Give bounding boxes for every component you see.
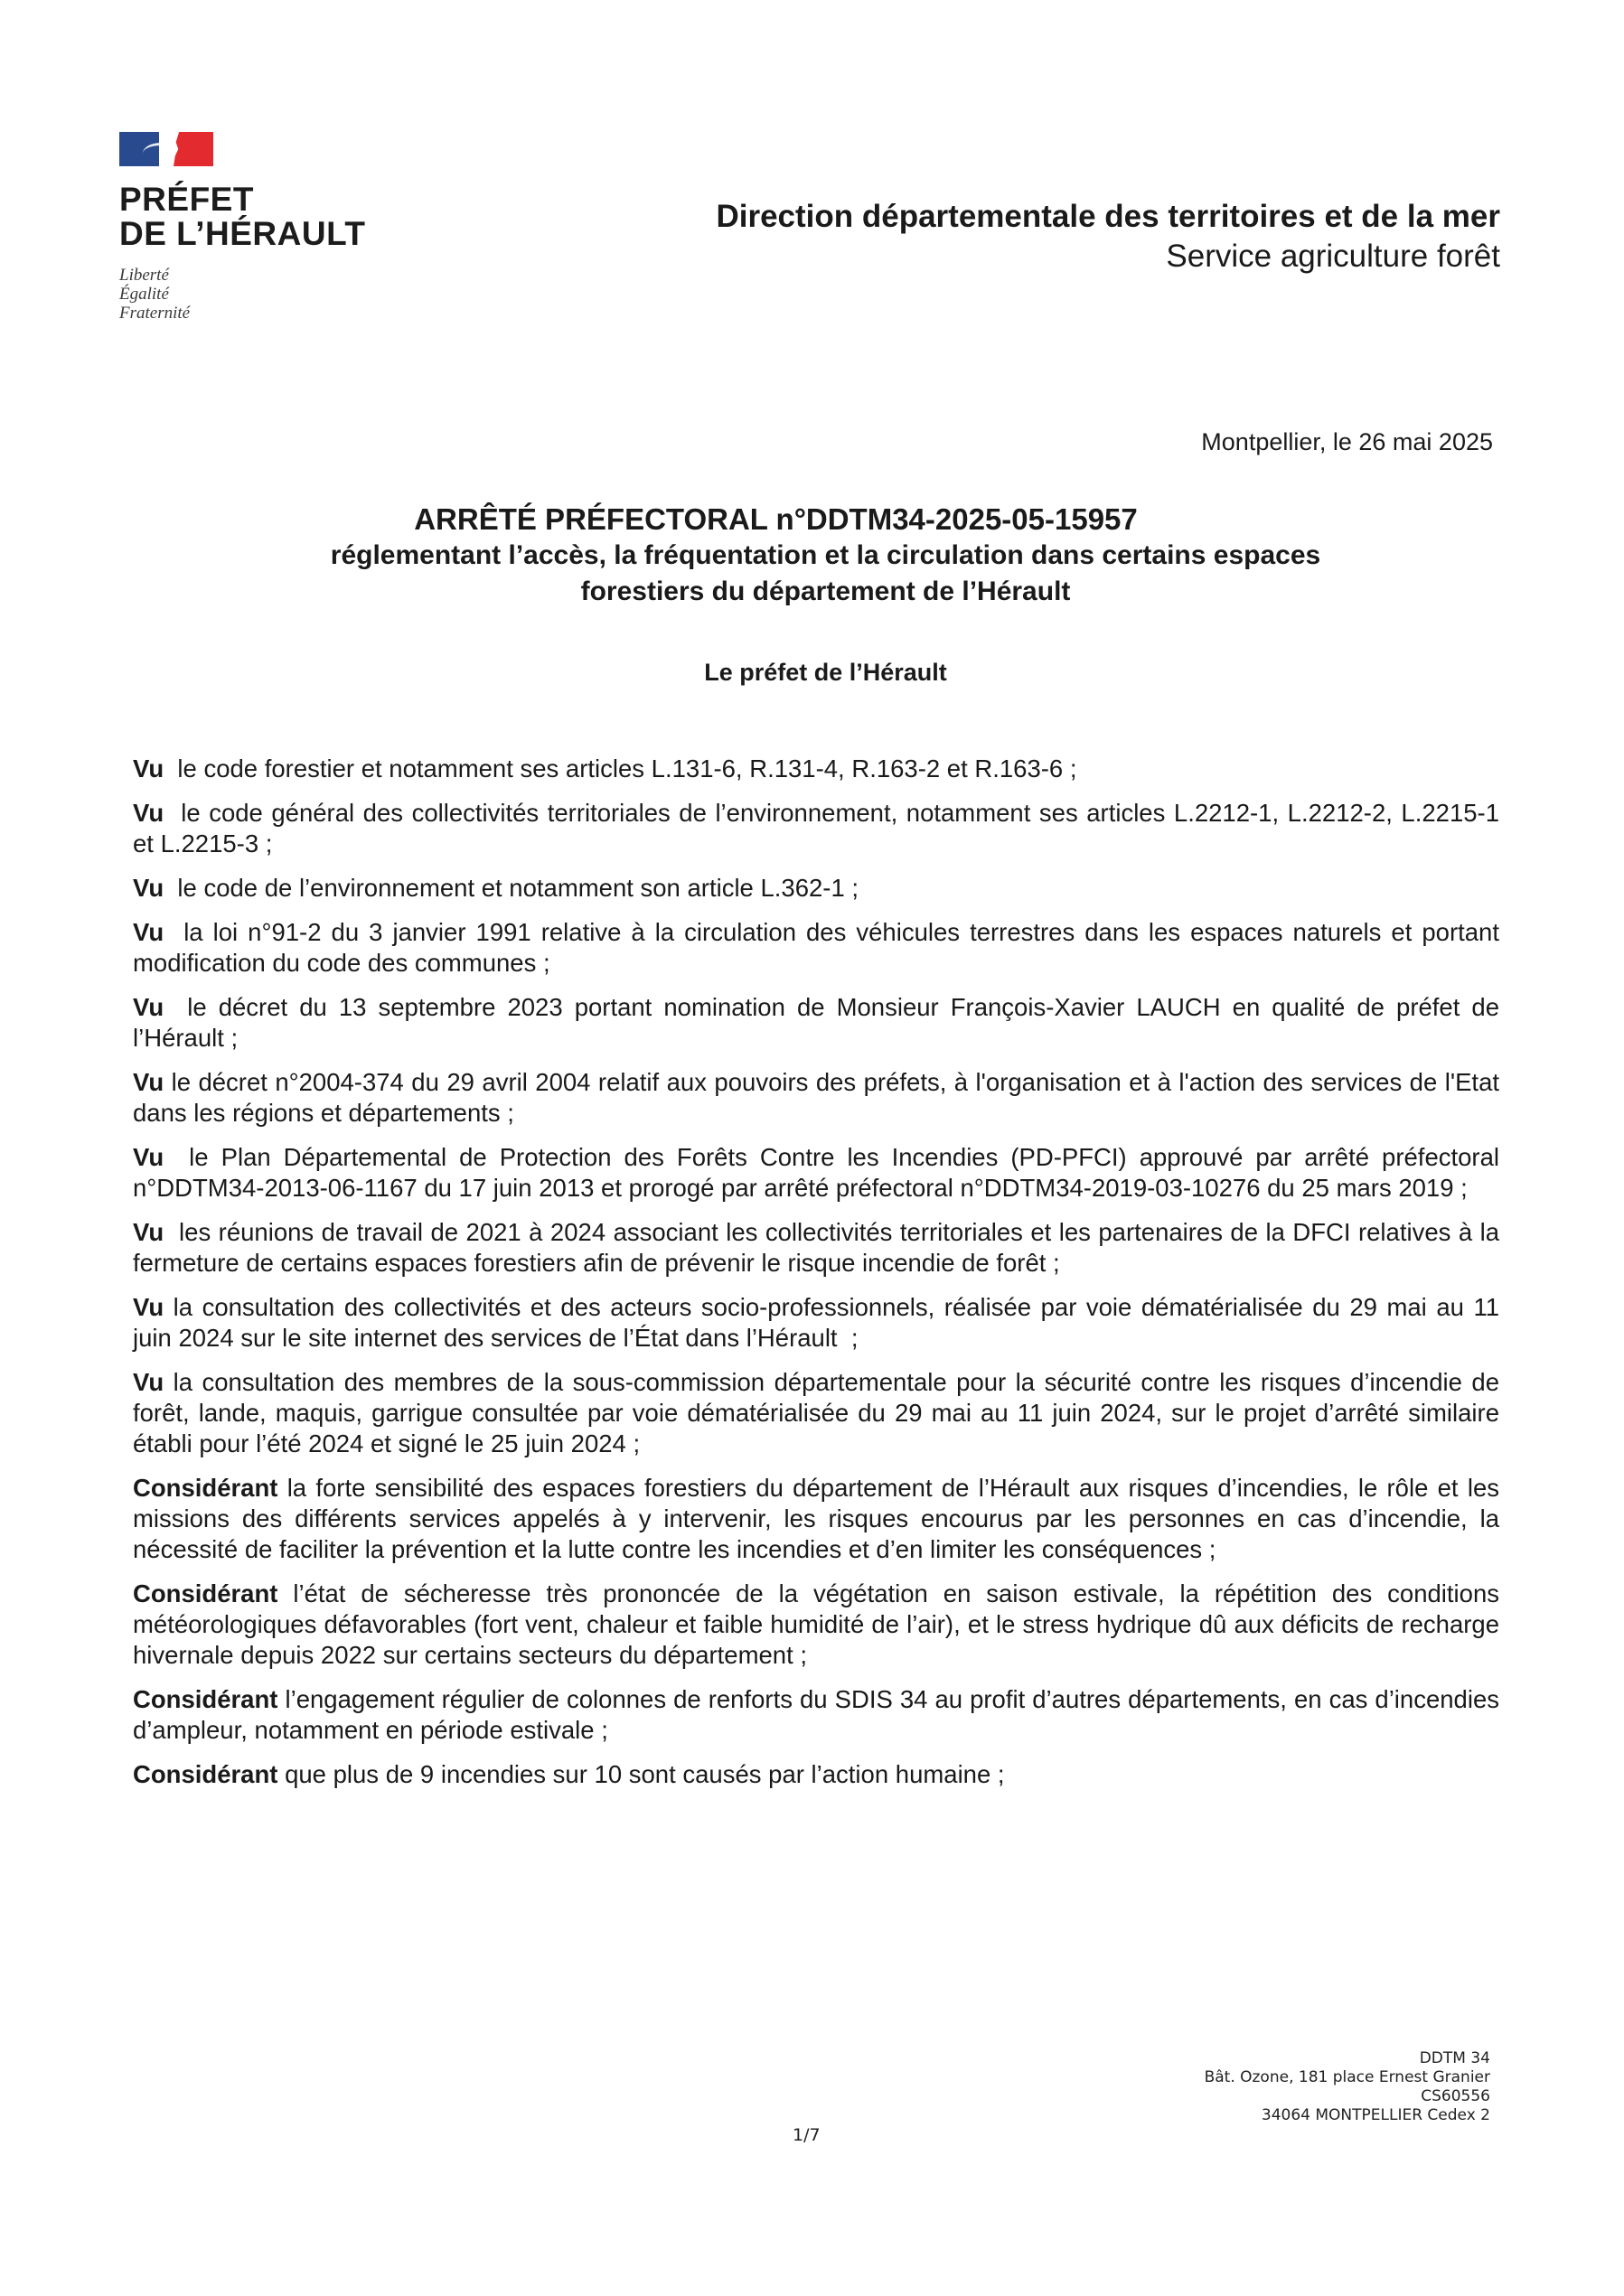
considerant-clause	[133, 1579, 1507, 1671]
clause-text: le décret n°2004-374 du 29 avril 2004 relatif aux pouvoirs des préfets, à l'organisation et à l'action des services de l'Etat dans les régions et départements ;	[133, 1068, 1507, 1127]
considerant-clause	[133, 1759, 1499, 1790]
clause-lead-word: Considérant	[133, 1579, 278, 1607]
vu-clause	[133, 1217, 1507, 1279]
vu-clause	[133, 873, 1499, 904]
marianne-flag-icon	[119, 132, 213, 166]
prefecture-name	[119, 183, 390, 251]
place-and-date: Montpellier, le 26 mai 2025	[1201, 428, 1493, 455]
footer-address	[1205, 2049, 1490, 2125]
vu-clause	[133, 1067, 1507, 1129]
clause-lead-word: Vu	[133, 874, 164, 902]
vu-clause	[133, 992, 1507, 1054]
motto-egalite: Égalité	[119, 285, 169, 304]
clause-lead-word: Vu	[133, 918, 164, 946]
motto-fraternite: Fraternité	[119, 304, 191, 323]
clause-lead-word: Vu	[133, 799, 164, 827]
clause-text: le code de l’environnement et notamment son article L.362-1 ;	[164, 874, 859, 902]
clause-text: le décret du 13 septembre 2023 portant nomination de Monsieur François-Xavier LAUCH en qualité de préfet de l’Hérault ;	[133, 993, 1507, 1052]
clause-text: la loi n°91-2 du 3 janvier 1991 relative à la circulation des véhicules terrestres dans les espaces naturels et portant modification du code des communes ;	[133, 918, 1507, 977]
decree-title-block	[0, 501, 1624, 688]
vu-clause	[133, 754, 1499, 784]
footer-address-line: CS60556	[1421, 2087, 1490, 2105]
clause-text: le Plan Départemental de Protection des Forêts Contre les Incendies (PD-PFCI) approuvé par arrêté préfectoral n°DDTM34-2013-06-1167 du 17 juin 2013 et prorogé par arrêté préfectoral n°DDTM34-2019-03-10276 du 25 mars 2019 ;	[133, 1143, 1507, 1202]
clause-lead-word: Vu	[133, 1293, 164, 1321]
clause-lead-word: Vu	[133, 1143, 164, 1171]
clause-lead-word: Considérant	[133, 1685, 278, 1713]
clause-text: la forte sensibilité des espaces forestiers du département de l’Hérault aux risques d’incendies, le rôle et les missions des différents services appelés à y intervenir, les risques encourus par les personnes en cas d’incendie, la nécessité de faciliter la prévention et la lutte contre les incendies et d’en limiter les conséquences ;	[133, 1474, 1507, 1563]
vu-clause	[133, 798, 1507, 859]
prefecture-logo	[119, 132, 390, 323]
vu-clause	[133, 1142, 1507, 1204]
footer-address-line: 34064 MONTPELLIER Cedex 2	[1261, 2106, 1490, 2124]
prefecture-name-line2: DE L’HÉRAULT	[119, 215, 366, 252]
vu-clause	[133, 917, 1507, 979]
republic-motto	[119, 266, 390, 323]
motto-liberte: Liberté	[119, 266, 169, 285]
decree-subtitle-line2: forestiers du département de l’Hérault	[580, 576, 1071, 606]
service-name: Service agriculture forêt	[1166, 239, 1500, 274]
considerant-clause	[133, 1684, 1507, 1746]
decree-authority: Le préfet de l’Hérault	[704, 659, 947, 686]
clause-lead-word: Vu	[133, 1068, 164, 1096]
clause-text: les réunions de travail de 2021 à 2024 associant les collectivités territoriales et les partenaires de la DFCI relatives à la fermeture de certains espaces forestiers afin de prévenir le risque incendie de forêt ;	[133, 1218, 1507, 1277]
footer-address-line: Bât. Ozone, 181 place Ernest Granier	[1204, 2068, 1490, 2086]
footer-address-line: DDTM 34	[1419, 2049, 1490, 2067]
clause-text: la consultation des collectivités et des acteurs socio-professionnels, réalisée par voie dématérialisée du 29 mai au 11 juin 2024 sur le site internet des services de l’État dans l’Hérault ;	[133, 1293, 1507, 1352]
decree-subtitle-line1: réglementant l’accès, la fréquentation et la circulation dans certains espaces	[330, 540, 1321, 570]
clause-text: la consultation des membres de la sous-commission départementale pour la sécurité contre les risques d’incendie de forêt, lande, maquis, garrigue consultée par voie dématérialisée du 29 mai au 11 juin 2024, sur le projet d’arrêté similaire établi pour l’été 2024 et signé le 25 juin 2024 ;	[133, 1368, 1507, 1457]
clause-lead-word: Considérant	[133, 1760, 278, 1788]
direction-name: Direction départementale des territoires et de la mer	[716, 199, 1500, 234]
page-indicator: 1/7	[793, 2125, 821, 2145]
decree-number-title: ARRÊTÉ PRÉFECTORAL n°DDTM34-2025-05-15957	[414, 502, 1138, 536]
flag-red-panel	[174, 132, 213, 166]
considerant-clause	[133, 1473, 1507, 1565]
clause-text: le code général des collectivités territoriales de l’environnement, notamment ses articles L.2212-1, L.2212-2, L.2215-1 et L.2215-3 ;	[133, 799, 1507, 857]
clause-text: l’engagement régulier de colonnes de renforts du SDIS 34 au profit d’autres départements, en cas d’incendies d’ampleur, notamment en période estivale ;	[133, 1685, 1507, 1744]
vu-clause	[133, 1367, 1507, 1459]
clause-text: l’état de sécheresse très prononcée de la végétation en saison estivale, la répétition des conditions météorologiques défavorables (fort vent, chaleur et faible humidité de l’air), et le stress hydrique dû aux déficits de recharge hivernale depuis 2022 sur certains secteurs du département ;	[133, 1579, 1507, 1669]
prefecture-name-line1: PRÉFET	[119, 181, 254, 218]
clause-lead-word: Vu	[133, 754, 164, 783]
issuing-service	[716, 197, 1500, 276]
clause-text: le code forestier et notamment ses articles L.131-6, R.131-4, R.163-2 et R.163-6 ;	[164, 754, 1077, 783]
decree-preamble	[133, 754, 1507, 1804]
marianne-profile-mark	[143, 143, 179, 164]
clause-lead-word: Vu	[133, 1368, 164, 1396]
clause-lead-word: Considérant	[133, 1474, 278, 1502]
clause-lead-word: Vu	[133, 993, 164, 1021]
clause-text: que plus de 9 incendies sur 10 sont causés par l’action humaine ;	[277, 1760, 1005, 1788]
clause-lead-word: Vu	[133, 1218, 164, 1246]
vu-clause	[133, 1292, 1507, 1354]
